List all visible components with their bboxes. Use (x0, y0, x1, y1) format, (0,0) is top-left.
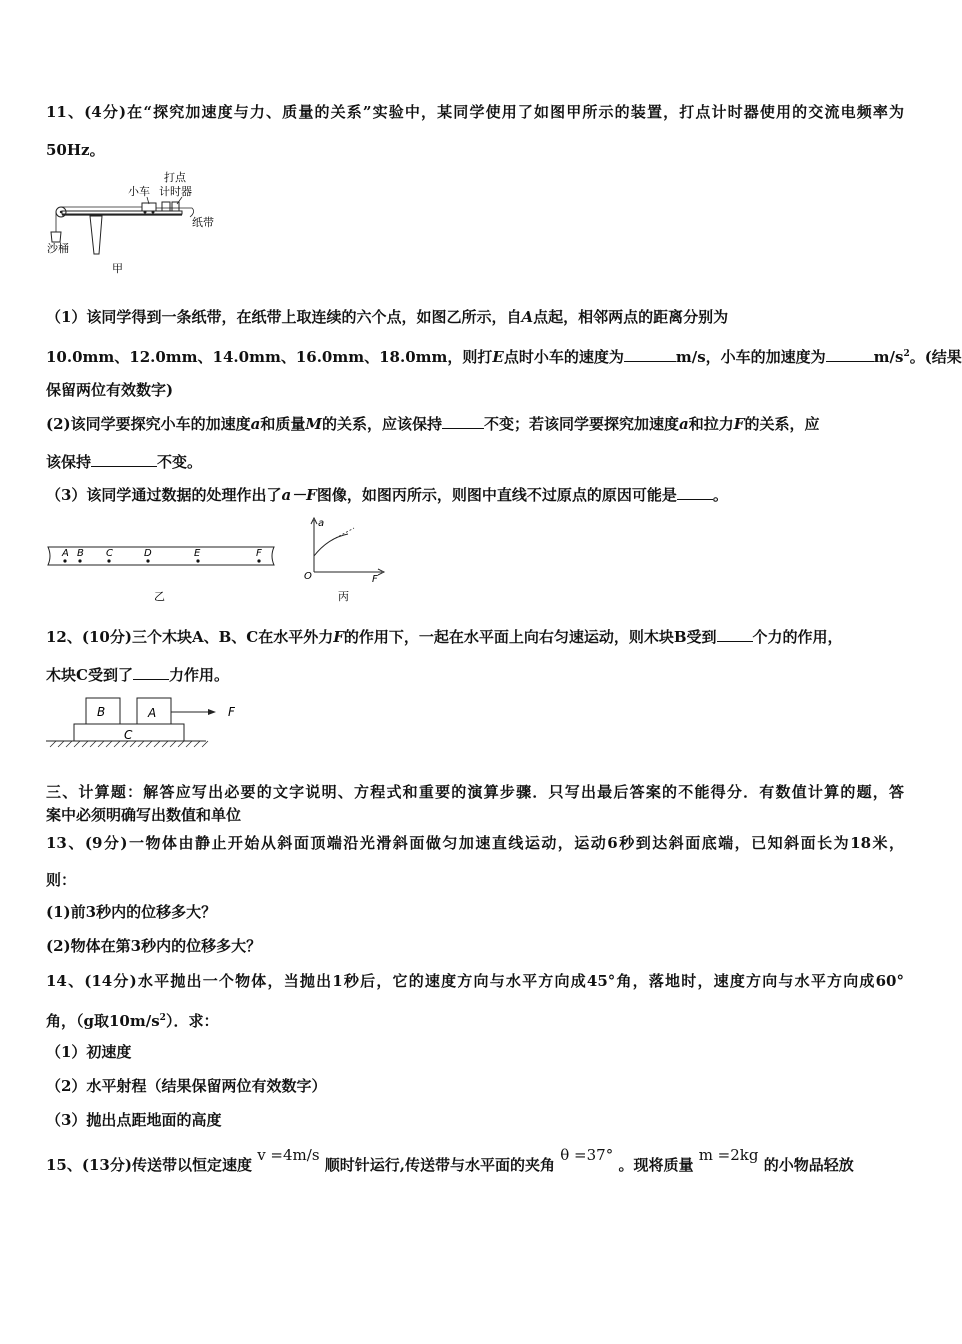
text: 的关系，应该保持 (322, 415, 443, 433)
tape-point-label: C (106, 548, 113, 559)
text: 图像，如图丙所示，则图中直线不过原点的原因可能是 (316, 486, 677, 504)
answer-blank[interactable] (133, 665, 169, 680)
q11-part2-line2 (46, 451, 202, 473)
section3-line2: 案中必须明确写出数值和单位 (46, 806, 242, 824)
q14-line2 (46, 1007, 218, 1032)
tape-dot (257, 559, 260, 562)
figure-bing-graph (302, 516, 392, 608)
math-v: v =4m/s (257, 1146, 320, 1164)
text: 12、(10分)三个木块A、B、C在水平外力 (46, 628, 334, 646)
text: 的小物品轻放 (763, 1156, 854, 1174)
q14-sub1: （1）初速度 (46, 1043, 132, 1061)
var-a: a (679, 415, 689, 433)
text: （3）该同学通过数据的处理作出了 (46, 486, 282, 504)
label-A: A (148, 706, 157, 720)
answer-blank[interactable] (624, 347, 676, 362)
text: 木块C受到了 (46, 666, 133, 684)
q14-sub2: （2）水平射程（结果保留两位有效数字） (46, 1077, 327, 1095)
q13-line2: 则： (46, 871, 77, 889)
q14-line1: 14、(14分)水平抛出一个物体，当抛出1秒后，它的速度方向与水平方向成45°角，落地时，速度方向与水平方向成60° (46, 972, 904, 990)
answer-blank[interactable] (677, 485, 713, 500)
q12-line2 (46, 664, 229, 686)
caption-yi: 乙 (154, 590, 165, 603)
q12-line1 (46, 626, 843, 648)
text: 。现将质量 (618, 1156, 694, 1174)
figure-yi-tape (44, 540, 280, 606)
text: 不变。 (157, 453, 203, 471)
var-F: F (733, 415, 745, 433)
var-E: E (492, 348, 504, 366)
math-theta: θ =37° (560, 1146, 614, 1164)
var-M: M (305, 415, 322, 433)
answer-blank[interactable] (442, 414, 484, 429)
caption-bing: 丙 (338, 590, 349, 603)
axis-label-a: a (318, 518, 325, 529)
text: 点起，相邻两点的距离分别为 (533, 308, 729, 326)
label-dadian: 打点 (164, 171, 186, 184)
q11-part3 (46, 484, 728, 506)
text: （1）该同学得到一条纸带，在纸带上取连续的六个点，如图乙所示，自 (46, 308, 522, 326)
tape-point-label: E (194, 548, 201, 559)
label-zhidai: 纸带 (192, 216, 214, 229)
q11-part1-line3: 保留两位有效数字) (46, 381, 174, 399)
label-xiaoche: 小车 (128, 185, 150, 198)
superscript: 2 (903, 349, 910, 359)
q11-part2-line1 (46, 413, 819, 435)
tape-dot (78, 559, 81, 562)
section3-line1: 三、计算题：解答应写出必要的文字说明、方程式和重要的演算步骤．只写出最后答案的不能得分．有数值计算的题，答 (46, 783, 904, 801)
text: 10.0mm、12.0mm、14.0mm、16.0mm、18.0mm，则打 (46, 348, 493, 366)
figure-blocks (44, 692, 244, 752)
text: 的作用下，一起在水平面上向右匀速运动，则木块B受到 (343, 628, 717, 646)
text: 15、(13分)传送带以恒定速度 (46, 1156, 252, 1174)
tape-dot (63, 559, 66, 562)
q15-line1 (46, 1146, 854, 1176)
label-shatong: 沙桶 (47, 242, 69, 255)
var-a: a (250, 415, 261, 433)
tape-point-label: B (77, 548, 84, 559)
text: m/s (873, 348, 904, 366)
origin-label: O (304, 571, 312, 582)
tape-point-label: A (62, 548, 69, 559)
var-F: F (333, 628, 344, 646)
q13-line1: 13、(9分)一物体由静止开始从斜面顶端沿光滑斜面做匀加速直线运动，运动6秒到达斜面底端，已知斜面长为18米， (46, 834, 904, 852)
q11-part1-line2 (46, 343, 962, 368)
text: 个力的作用， (752, 628, 843, 646)
text: 。 (712, 486, 728, 504)
tape-dot (107, 559, 110, 562)
text: 不变；若该同学要探究加速度 (484, 415, 680, 433)
label-B: B (97, 705, 106, 719)
tape-dot (146, 559, 149, 562)
superscript: 2 (159, 1013, 166, 1023)
tape-point-label: D (144, 548, 152, 559)
label-jishiqi: 计时器 (159, 185, 192, 198)
q11-line1: 11、(4分)在“探究加速度与力、质量的关系”实验中，某同学使用了如图甲所示的装置，打点计时器使用的交流电频率为 (46, 103, 904, 121)
text: ）．求： (165, 1012, 219, 1030)
figure-jia-apparatus (44, 168, 234, 278)
q13-sub1: (1)前3秒内的位移多大？ (46, 903, 217, 921)
text: 和质量 (260, 415, 306, 433)
math-m: m =2kg (698, 1146, 759, 1164)
answer-blank[interactable] (91, 452, 157, 467)
q11-line2: 50Hz。 (46, 141, 105, 159)
axis-label-F: F (372, 574, 378, 585)
text: 该保持 (46, 453, 92, 471)
q14-sub3: （3）抛出点距地面的高度 (46, 1111, 222, 1129)
text: 点时小车的速度为 (503, 348, 624, 366)
label-C: C (124, 728, 133, 742)
tape-dot (196, 559, 199, 562)
text: (2)该同学要探究小车的加速度 (46, 415, 251, 433)
text: 角，（g取10m/s (46, 1012, 160, 1030)
text: 和拉力 (688, 415, 734, 433)
text: 。(结果 (909, 348, 962, 366)
tape-point-label: F (256, 548, 262, 559)
answer-blank[interactable] (826, 347, 874, 362)
caption-jia: 甲 (112, 262, 123, 275)
text: 顺时针运行,传送带与水平面的夹角 (324, 1156, 555, 1174)
q13-sub2: (2)物体在第3秒内的位移多大？ (46, 937, 262, 955)
label-F: F (228, 705, 235, 719)
answer-blank[interactable] (717, 627, 753, 642)
var-aF: a－F (281, 486, 317, 504)
var-A: A (521, 308, 534, 326)
text: 力作用。 (168, 666, 229, 684)
text: m/s，小车的加速度为 (675, 348, 826, 366)
q11-part1-line1 (46, 306, 728, 328)
text: 的关系，应 (744, 415, 820, 433)
